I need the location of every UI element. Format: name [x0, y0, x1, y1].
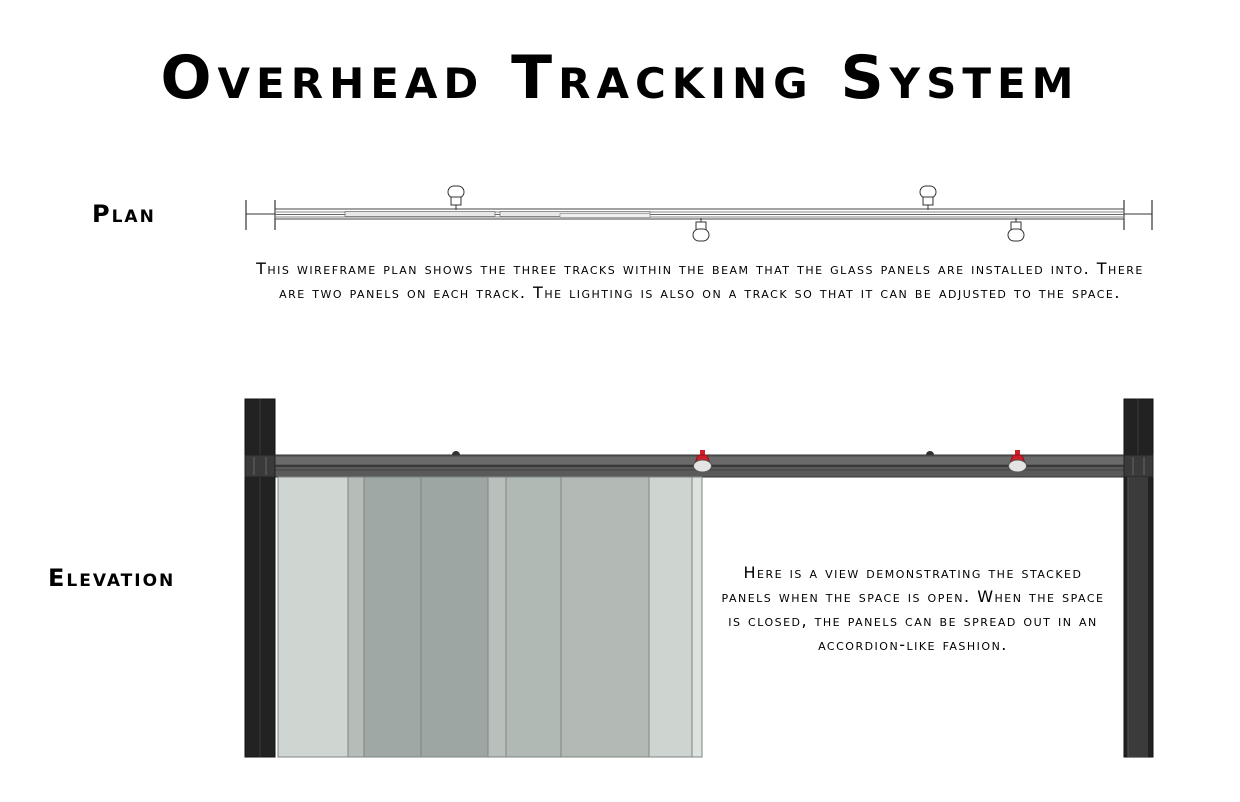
plan-light-fixture-2 [920, 186, 936, 210]
elevation-light-fixture-red-1 [694, 450, 712, 472]
elevation-light-fixture-small-2 [926, 451, 934, 455]
plan-end-cap-left [246, 200, 275, 230]
plan-description: This wireframe plan shows the three tracks within the beam that the glass panels are installed into. There are two panels on each track. The lighting is also on a track so that it can be adjusted to the space. [256, 259, 1144, 302]
plan-label: Plan [92, 200, 156, 228]
elevation-light-fixture-red-2 [1009, 450, 1027, 472]
elevation-stacked-panels [278, 477, 702, 757]
elevation-label: Elevation [48, 564, 176, 592]
glass-panel [488, 477, 506, 757]
glass-panel [506, 477, 561, 757]
plan-end-cap-right [1124, 200, 1152, 230]
glass-panel [348, 477, 364, 757]
glass-panel [561, 477, 649, 757]
diagram-title: Overhead Tracking System [160, 43, 1080, 113]
elevation-description: Here is a view demonstrating the stacked panels when the space is open. When the space is closed, the panels can be spread out in an accordion-like fashion. [721, 563, 1105, 654]
plan-view [246, 186, 1152, 241]
glass-panel [692, 477, 702, 757]
glass-panel [278, 477, 348, 757]
glass-panel [421, 477, 488, 757]
glass-panel [364, 477, 421, 757]
plan-light-fixture-3 [693, 218, 709, 241]
plan-light-fixture-4 [1008, 218, 1024, 241]
plan-beam-tracks [275, 209, 1124, 219]
glass-panel [649, 477, 692, 757]
elevation-light-fixture-small-1 [452, 451, 460, 455]
plan-light-fixture-1 [448, 186, 464, 210]
